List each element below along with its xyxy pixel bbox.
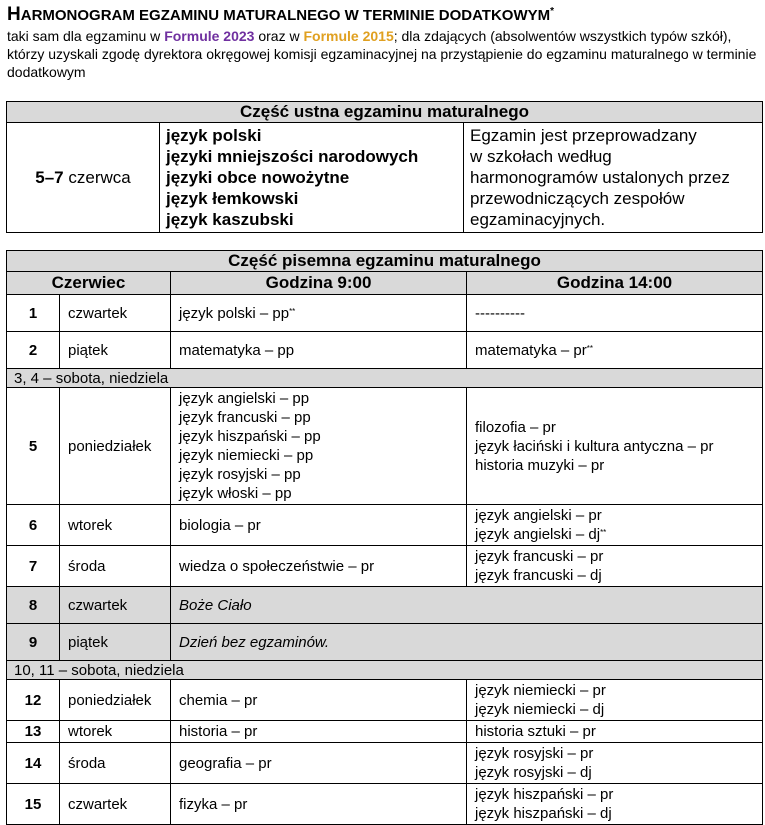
table-row (7, 743, 763, 784)
weekday: środa (60, 546, 171, 587)
day-number: 2 (7, 332, 60, 369)
table-row (7, 388, 763, 505)
weekend-label: 3, 4 – sobota, niedziela (7, 369, 763, 388)
session-9: chemia – pr (171, 680, 467, 721)
session-14: historia sztuki – pr (467, 721, 763, 743)
col-9: Godzina 9:00 (171, 272, 467, 295)
weekday: poniedziałek (60, 680, 171, 721)
day-number: 12 (7, 680, 60, 721)
table-row (7, 721, 763, 743)
oral-note: Egzamin jest przeprowadzany w szkołach według harmonogramów ustalonych przez przewodniczących zespołów egzaminacyjnych. (464, 123, 763, 233)
day-number: 7 (7, 546, 60, 587)
weekday: czwartek (60, 587, 171, 624)
session-9: matematyka – pp (171, 332, 467, 369)
weekday: wtorek (60, 721, 171, 743)
day-number: 6 (7, 505, 60, 546)
holiday-note: Dzień bez egzaminów. (171, 624, 763, 661)
holiday-note: Boże Ciało (171, 587, 763, 624)
session-14: język francuski – pr język francuski – dj (467, 546, 763, 587)
table-row (7, 587, 763, 624)
table-row (7, 505, 763, 546)
weekend-row (7, 369, 763, 388)
formula-2023: Formule 2023 (164, 28, 255, 44)
day-number: 13 (7, 721, 60, 743)
day-number: 15 (7, 784, 60, 825)
weekday: poniedziałek (60, 388, 171, 505)
col-month: Czerwiec (7, 272, 171, 295)
oral-date: 5–7 czerwca (7, 123, 160, 233)
day-number: 1 (7, 295, 60, 332)
session-14: język niemiecki – pr język niemiecki – dj (467, 680, 763, 721)
written-exam-table (6, 250, 763, 825)
table-row (7, 332, 763, 369)
day-number: 5 (7, 388, 60, 505)
table-row (7, 624, 763, 661)
session-14: matematyka – pr** (467, 332, 763, 369)
page-title: HARMONOGRAM EGZAMINU MATURALNEGO W TERMINIE DODATKOWYM* (7, 4, 555, 25)
day-number: 14 (7, 743, 60, 784)
table-row (7, 295, 763, 332)
session-14: filozofia – pr język łaciński i kultura antyczna – pr historia muzyki – pr (467, 388, 763, 505)
weekday: środa (60, 743, 171, 784)
session-14: ---------- (467, 295, 763, 332)
session-9: język angielski – pp język francuski – pp język hiszpański – pp język niemiecki – pp język rosyjski – pp język włoski – pp (171, 388, 467, 505)
day-number: 8 (7, 587, 60, 624)
weekday: piątek (60, 332, 171, 369)
table-row (7, 680, 763, 721)
written-header: Część pisemna egzaminu maturalnego (7, 251, 763, 272)
table-row (7, 784, 763, 825)
session-9: fizyka – pr (171, 784, 467, 825)
session-14: język angielski – pr język angielski – dj** (467, 505, 763, 546)
weekday: czwartek (60, 784, 171, 825)
session-9: historia – pr (171, 721, 467, 743)
weekday: wtorek (60, 505, 171, 546)
weekday: piątek (60, 624, 171, 661)
weekend-row (7, 661, 763, 680)
oral-subjects: język polski języki mniejszości narodowych języki obce nowożytne język łemkowski język kaszubski (160, 123, 464, 233)
session-9: biologia – pr (171, 505, 467, 546)
session-14: język rosyjski – pr język rosyjski – dj (467, 743, 763, 784)
oral-header: Część ustna egzaminu maturalnego (7, 102, 763, 123)
weekday: czwartek (60, 295, 171, 332)
session-9: geografia – pr (171, 743, 467, 784)
col-14: Godzina 14:00 (467, 272, 763, 295)
session-9: język polski – pp** (171, 295, 467, 332)
weekend-label: 10, 11 – sobota, niedziela (7, 661, 763, 680)
session-9: wiedza o społeczeństwie – pr (171, 546, 467, 587)
oral-exam-table (6, 101, 763, 233)
formula-2015: Formule 2015 (303, 28, 394, 44)
session-14: język hiszpański – pr język hiszpański – dj (467, 784, 763, 825)
day-number: 9 (7, 624, 60, 661)
intro-text: taki sam dla egzaminu w Formule 2023 oraz w Formule 2015; dla zdających (absolwentów wszystkich typów szkół), którzy uzyskali zgodę dyrektora okręgowej komisji egzaminacyjnej na przystąpienie do egzaminu maturalnego w terminie dodatkowym (7, 28, 757, 80)
table-row (7, 546, 763, 587)
